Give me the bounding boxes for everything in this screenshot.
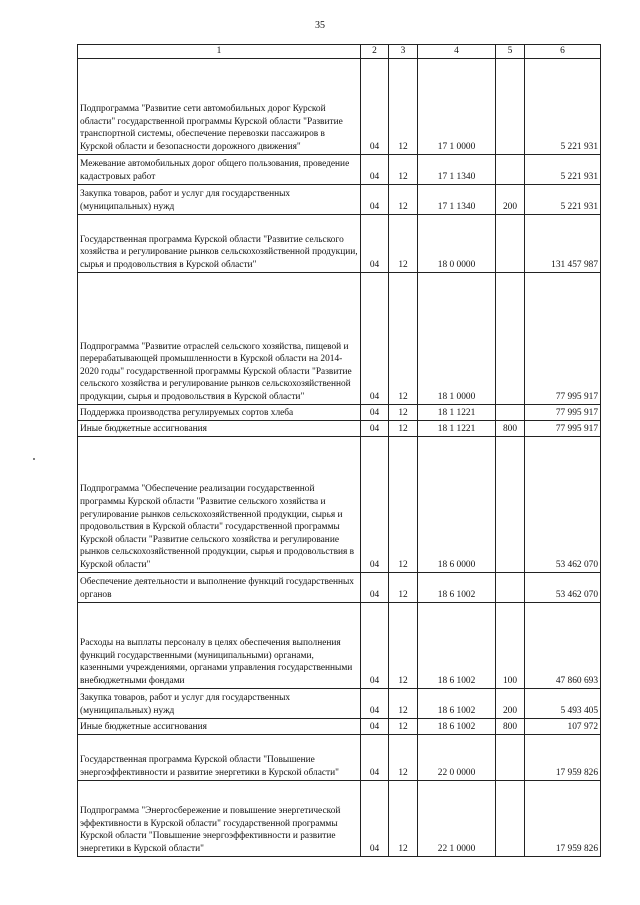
row-amount: 53 462 070 [525, 436, 601, 572]
row-target-article: 18 6 1002 [418, 572, 496, 602]
row-expense-type [496, 572, 525, 602]
row-amount: 47 860 693 [525, 602, 601, 688]
row-section-code: 04 [361, 214, 389, 272]
row-section-code: 04 [361, 436, 389, 572]
row-amount: 5 221 931 [525, 184, 601, 214]
table-row [78, 734, 601, 780]
row-expense-type [496, 436, 525, 572]
row-section-code: 04 [361, 272, 389, 404]
row-target-article: 18 1 0000 [418, 272, 496, 404]
row-amount: 131 457 987 [525, 214, 601, 272]
row-amount: 5 221 931 [525, 154, 601, 184]
row-section-code: 04 [361, 184, 389, 214]
row-name: Иные бюджетные ассигнования [78, 718, 361, 734]
column-header: 5 [496, 45, 525, 59]
table-row [78, 154, 601, 184]
table-row [78, 58, 601, 154]
table-row [78, 404, 601, 420]
row-amount: 77 995 917 [525, 420, 601, 436]
row-target-article: 18 6 1002 [418, 602, 496, 688]
row-subsection-code: 12 [389, 436, 418, 572]
table-row [78, 572, 601, 602]
row-name: Государственная программа Курской области "Развитие сельского хозяйства и регулирование рынков сельскохозяйственной продукции, сырья и продовольствия в Курской области" [78, 214, 361, 272]
row-subsection-code: 12 [389, 602, 418, 688]
table-row [78, 780, 601, 856]
column-header: 2 [361, 45, 389, 59]
table-row [78, 436, 601, 572]
row-subsection-code: 12 [389, 272, 418, 404]
row-expense-type: 800 [496, 718, 525, 734]
row-name: Закупка товаров, работ и услуг для государственных (муниципальных) нужд [78, 184, 361, 214]
row-subsection-code: 12 [389, 718, 418, 734]
row-amount: 5 221 931 [525, 58, 601, 154]
row-section-code: 04 [361, 688, 389, 718]
row-subsection-code: 12 [389, 58, 418, 154]
row-name: Обеспечение деятельности и выполнение функций государственных органов [78, 572, 361, 602]
row-section-code: 04 [361, 572, 389, 602]
table-row [78, 602, 601, 688]
row-name: Расходы на выплаты персоналу в целях обеспечения выполнения функций государственными (муниципальными) органами, казенными учреждениями, органами управления государственными внебюджетными фондами [78, 602, 361, 688]
row-section-code: 04 [361, 154, 389, 184]
row-amount: 17 959 826 [525, 780, 601, 856]
row-target-article: 18 1 1221 [418, 420, 496, 436]
row-amount: 107 972 [525, 718, 601, 734]
row-name: Иные бюджетные ассигнования [78, 420, 361, 436]
table-row [78, 184, 601, 214]
row-amount: 77 995 917 [525, 404, 601, 420]
row-amount: 53 462 070 [525, 572, 601, 602]
table-row [78, 688, 601, 718]
row-section-code: 04 [361, 58, 389, 154]
row-target-article: 18 0 0000 [418, 214, 496, 272]
row-target-article: 17 1 1340 [418, 184, 496, 214]
row-section-code: 04 [361, 602, 389, 688]
table-row [78, 420, 601, 436]
row-expense-type [496, 58, 525, 154]
scan-speck [33, 458, 35, 460]
row-expense-type: 800 [496, 420, 525, 436]
row-amount: 17 959 826 [525, 734, 601, 780]
row-amount: 77 995 917 [525, 272, 601, 404]
row-name: Государственная программа Курской области "Повышение энергоэффективности и развитие энергетики в Курской области" [78, 734, 361, 780]
row-subsection-code: 12 [389, 214, 418, 272]
row-target-article: 18 6 0000 [418, 436, 496, 572]
row-name: Подпрограмма "Развитие сети автомобильных дорог Курской области" государственной программы Курской области "Развитие транспортной системы, обеспечение перевозки пассажиров в Курской области и безопасности дорожного движения" [78, 58, 361, 154]
row-target-article: 17 1 1340 [418, 154, 496, 184]
row-subsection-code: 12 [389, 780, 418, 856]
column-header: 6 [525, 45, 601, 59]
row-expense-type: 200 [496, 688, 525, 718]
column-header: 1 [78, 45, 361, 59]
row-expense-type [496, 272, 525, 404]
row-name: Подпрограмма "Обеспечение реализации государственной программы Курской области "Развитие сельского хозяйства и регулирование рынков сельскохозяйственной продукции, сырья и продовольствия в Курской области" государственной программы Курской области "Развитие сельского хозяйства и регулирование рынков сельскохозяйственной продукции, сырья и продовольствия в Курской области" [78, 436, 361, 572]
budget-table [77, 44, 601, 857]
row-subsection-code: 12 [389, 420, 418, 436]
row-target-article: 22 0 0000 [418, 734, 496, 780]
row-name: Межевание автомобильных дорог общего пользования, проведение кадастровых работ [78, 154, 361, 184]
page-number: 35 [315, 20, 325, 31]
row-target-article: 17 1 0000 [418, 58, 496, 154]
row-section-code: 04 [361, 780, 389, 856]
row-expense-type: 200 [496, 184, 525, 214]
row-subsection-code: 12 [389, 404, 418, 420]
row-section-code: 04 [361, 734, 389, 780]
row-subsection-code: 12 [389, 688, 418, 718]
row-expense-type [496, 734, 525, 780]
row-target-article: 18 1 1221 [418, 404, 496, 420]
row-target-article: 18 6 1002 [418, 718, 496, 734]
row-target-article: 18 6 1002 [418, 688, 496, 718]
row-expense-type: 100 [496, 602, 525, 688]
row-expense-type [496, 154, 525, 184]
row-name: Подпрограмма "Энергосбережение и повышение энергетической эффективности в Курской области" государственной программы Курской области "Повышение энергоэффективности и развитие энергетики в Курской области" [78, 780, 361, 856]
table-header [78, 45, 601, 59]
header-row [78, 45, 601, 59]
row-subsection-code: 12 [389, 572, 418, 602]
row-subsection-code: 12 [389, 734, 418, 780]
row-section-code: 04 [361, 718, 389, 734]
row-section-code: 04 [361, 420, 389, 436]
row-subsection-code: 12 [389, 154, 418, 184]
table-body [78, 58, 601, 856]
row-amount: 5 493 405 [525, 688, 601, 718]
row-expense-type [496, 214, 525, 272]
row-expense-type [496, 780, 525, 856]
column-header: 4 [418, 45, 496, 59]
table-row [78, 718, 601, 734]
column-header: 3 [389, 45, 418, 59]
row-subsection-code: 12 [389, 184, 418, 214]
row-name: Подпрограмма "Развитие отраслей сельского хозяйства, пищевой и перерабатывающей промышленности в Курской области на 2014-2020 годы" государственной программы Курской области "Развитие сельского хозяйства и регулирование рынков сельскохозяйственной продукции, сырья и продовольствия в Курской области" [78, 272, 361, 404]
row-expense-type [496, 404, 525, 420]
table-row [78, 214, 601, 272]
row-section-code: 04 [361, 404, 389, 420]
row-target-article: 22 1 0000 [418, 780, 496, 856]
row-name: Поддержка производства регулируемых сортов хлеба [78, 404, 361, 420]
row-name: Закупка товаров, работ и услуг для государственных (муниципальных) нужд [78, 688, 361, 718]
table-row [78, 272, 601, 404]
